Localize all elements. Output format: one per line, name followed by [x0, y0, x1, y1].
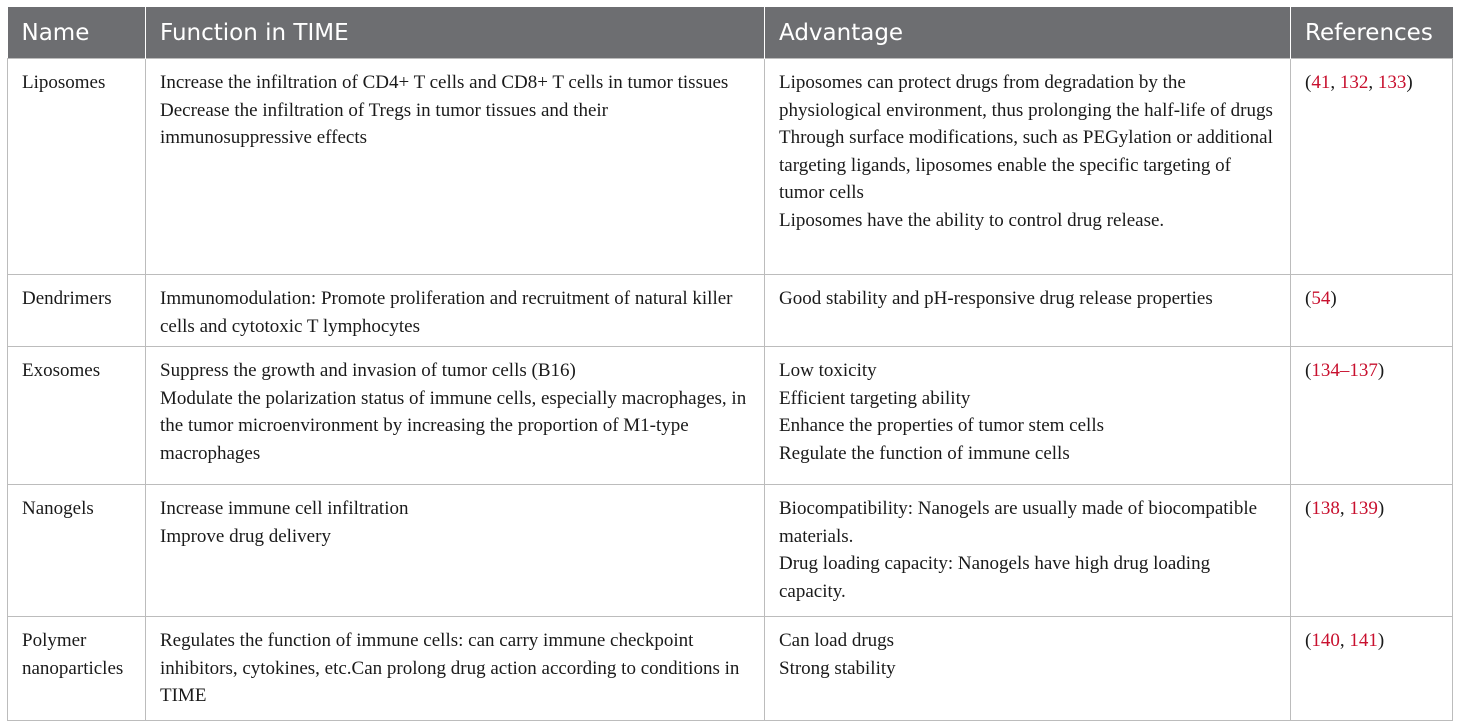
function-line: Increase the infiltration of CD4+ T cells and CD8+ T cells in tumor tissues	[160, 72, 729, 93]
function-line: Decrease the infiltration of Tregs in tumor tissues and their immunosuppressive effects	[160, 99, 608, 148]
ref-close-paren: )	[1330, 288, 1337, 309]
function-line: Modulate the polarization status of immune cells, especially macrophages, in the tumor microenvironment by increasing the proportion of M1-type macrophages	[160, 387, 747, 464]
advantage-line: Can load drugs	[779, 630, 895, 651]
advantage-line: Drug loading capacity: Nanogels have high drug loading capacity.	[779, 553, 1211, 602]
advantage-line: Good stability and pH-responsive drug release properties	[779, 288, 1213, 309]
reference-link[interactable]: 138	[1311, 498, 1340, 519]
ref-separator: ,	[1368, 72, 1378, 93]
cell-function	[146, 485, 765, 617]
function-line: Increase immune cell infiltration	[160, 498, 409, 519]
cell-advantage	[765, 275, 1291, 347]
ref-close-paren: )	[1377, 630, 1385, 651]
reference-link[interactable]: 41	[1311, 72, 1331, 93]
cell-name: Dendrimers	[8, 275, 146, 347]
ref-open-paren: (	[1305, 288, 1312, 309]
cell-references	[1291, 275, 1453, 347]
function-line: Regulates the function of immune cells: can carry immune checkpoint inhibitors, cytokines, etc.Can prolong drug action according to conditions in TIME	[160, 630, 740, 706]
cell-references	[1291, 59, 1453, 275]
reference-link[interactable]: 140	[1311, 630, 1340, 651]
advantage-line: Low toxicity	[779, 360, 877, 381]
function-line: Improve drug delivery	[160, 525, 331, 547]
header-references: References	[1291, 7, 1453, 59]
header-row	[8, 7, 1453, 59]
table-row	[8, 347, 1453, 485]
cell-name: Polymer nanoparticles	[8, 617, 146, 721]
cell-function	[146, 275, 765, 347]
cell-references	[1291, 347, 1453, 485]
cell-advantage	[765, 59, 1291, 275]
table-row	[8, 485, 1453, 617]
cell-references	[1291, 485, 1453, 617]
reference-link[interactable]: 54	[1311, 288, 1331, 309]
function-line: Immunomodulation: Promote proliferation and recruitment of natural killer cells and cytotoxic T lymphocytes	[160, 288, 733, 337]
header-function: Function in TIME	[146, 7, 765, 59]
reference-link[interactable]: 139	[1349, 498, 1378, 519]
ref-separator: ,	[1339, 630, 1350, 651]
table-row	[8, 617, 1453, 721]
ref-close-paren: )	[1377, 360, 1385, 381]
header-advantage: Advantage	[765, 7, 1291, 59]
ref-open-paren: (	[1305, 360, 1312, 381]
ref-separator: ,	[1339, 498, 1350, 519]
cell-name: Exosomes	[8, 347, 146, 485]
cell-function	[146, 347, 765, 485]
table-header	[8, 7, 1453, 59]
advantage-line: Efficient targeting ability	[779, 387, 971, 409]
ref-open-paren: (	[1305, 498, 1312, 519]
advantage-line: Liposomes have the ability to control drug release.	[779, 209, 1165, 231]
advantage-line: Liposomes can protect drugs from degradation by the physiological environment, thus prolonging the half-life of drugs	[779, 72, 1273, 121]
advantage-line: Biocompatibility: Nanogels are usually made of biocompatible materials.	[779, 498, 1258, 547]
cell-name: Nanogels	[8, 485, 146, 617]
advantage-line: Strong stability	[779, 657, 896, 679]
ref-close-paren: )	[1406, 72, 1413, 93]
table-body	[8, 59, 1453, 721]
ref-open-paren: (	[1305, 72, 1312, 93]
advantage-line: Enhance the properties of tumor stem cells	[779, 415, 1105, 436]
nanocarrier-table	[7, 7, 1453, 721]
reference-link[interactable]: 134–137	[1311, 360, 1378, 381]
cell-advantage	[765, 485, 1291, 617]
table-row	[8, 59, 1453, 275]
reference-link[interactable]: 132	[1339, 72, 1369, 93]
header-name: Name	[8, 7, 146, 59]
advantage-line: Through surface modifications, such as PEGylation or additional targeting ligands, liposomes enable the specific targeting of tumor cells	[779, 127, 1273, 203]
cell-function	[146, 59, 765, 275]
table-row	[8, 275, 1453, 347]
ref-close-paren: )	[1377, 498, 1385, 519]
cell-references	[1291, 617, 1453, 721]
function-line: Suppress the growth and invasion of tumor cells (B16)	[160, 360, 576, 381]
reference-link[interactable]: 133	[1377, 72, 1407, 93]
advantage-line: Regulate the function of immune cells	[779, 442, 1070, 464]
ref-open-paren: (	[1305, 630, 1312, 651]
reference-link[interactable]: 141	[1349, 630, 1378, 651]
cell-name: Liposomes	[8, 59, 146, 275]
cell-function	[146, 617, 765, 721]
ref-separator: ,	[1330, 72, 1340, 93]
cell-advantage	[765, 617, 1291, 721]
table-container	[7, 7, 1452, 721]
cell-advantage	[765, 347, 1291, 485]
